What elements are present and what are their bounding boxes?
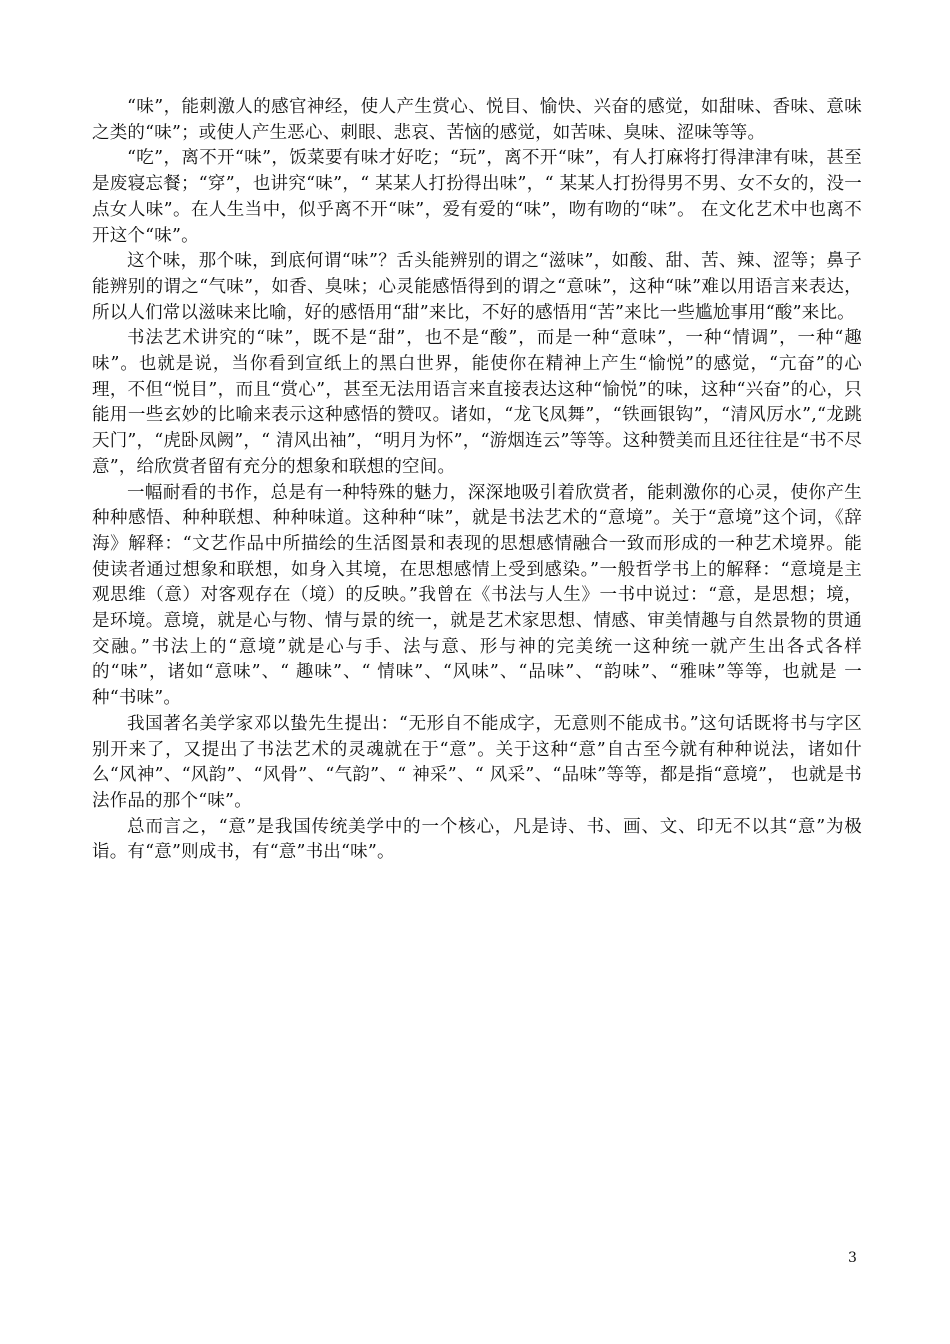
- article-body: [92, 95, 862, 866]
- paragraph-3: 这个味，那个味，到底何谓“味”？舌头能辨别的谓之“滋味”，如酸、甜、苦、辣、涩等；鼻子能辨别的谓之“气味”，如香、臭味；心灵能感悟得到的谓之“意味”，这种“味”难以用语言来表达，所以人们常以滋味来比喻，好的感悟用“甜”来比，不好的感悟用“苦”来比一些尴尬事用“酸”来比。: [92, 251, 862, 323]
- page-number: 3: [848, 1250, 857, 1266]
- paragraph-2: “吃”，离不开“味”，饭菜要有味才好吃；“玩”，离不开“味”，有人打麻将打得津津有味，甚至是废寝忘餐；“穿”，也讲究“味”，“ 某某人打扮得出味”，“ 某某人打扮得男不男、女不女的，没一点女人味”。在人生当中，似乎离不开“味”，爱有爱的“味”，吻有吻的“味”。 在文化艺术中也离不开这个“味”。: [92, 148, 862, 246]
- paragraph-1: “味”，能刺激人的感官神经，使人产生赏心、悦目、愉快、兴奋的感觉，如甜味、香味、意味之类的“味”；或使人产生恶心、刺眼、悲哀、苦恼的感觉，如苦味、臭味、涩味等等。: [92, 97, 862, 143]
- paragraph-4: 书法艺术讲究的“味”，既不是“甜”，也不是“酸”，而是一种“意味”，一种“情调”，一种“趣味”。也就是说，当你看到宣纸上的黑白世界，能使你在精神上产生“愉悦”的感觉，“亢奋”的心理，不但“悦目”，而且“赏心”，甚至无法用语言来直接表达这种“愉悦”的味，这种“兴奋”的心，只能用一些玄妙的比喻来表示这种感悟的赞叹。诸如，“龙飞凤舞”，“铁画银钩”，“清风厉水”,“龙跳天门”，“虎卧凤阙”，“ 清风出袖”，“明月为怀”，“游烟连云”等等。这种赞美而且还往往是“书不尽意”，给欣赏者留有充分的想象和联想的空间。: [92, 328, 862, 477]
- paragraph-7: 总而言之，“意”是我国传统美学中的一个核心，凡是诗、书、画、文、印无不以其“意”为极诣。有“意”则成书，有“意”书出“味”。: [92, 816, 862, 863]
- paragraph-5: 一幅耐看的书作，总是有一种特殊的魅力，深深地吸引着欣赏者，能刺激你的心灵，使你产生种种感悟、种种联想、种种味道。这种种“味”，就是书法艺术的“意境”。关于“意境”这个词，《辞海》解释：“文艺作品中所描绘的生活图景和表现的思想感情融合一致而形成的一种艺术境界。能使读者通过想象和联想，如身入其境，在思想感情上受到感染。”一般哲学书上的解释：“意境是主观思维（意）对客观存在（境）的反映。”我曾在《书法与人生》一书中说过：“意，是思想；境，是环境。意境，就是心与物、情与景的统一，就是艺术家思想、情感、审美情趣与自然景物的贯通交融。”书法上的“意境”就是心与手、法与意、形与神的完美统一这种统一就产生出各式各样的“味”，诸如“意味”、“ 趣味”、“ 情味”、“风味”、“品味”、“韵味”、“雅味”等等，也就是 一种“书味”。: [92, 482, 862, 709]
- paragraph-6: 我国著名美学家邓以蛰先生提出：“无形自不能成字，无意则不能成书。”这句话既将书与字区别开来了，又提出了书法艺术的灵魂就在于“意”。关于这种“意”自古至今就有种种说法，诸如什么“风神”、“风韵”、“风骨”、“气韵”、“ 神采”、“ 风采”、“品味”等等，都是指“意境”， 也就是书法作品的那个“味”。: [92, 713, 862, 811]
